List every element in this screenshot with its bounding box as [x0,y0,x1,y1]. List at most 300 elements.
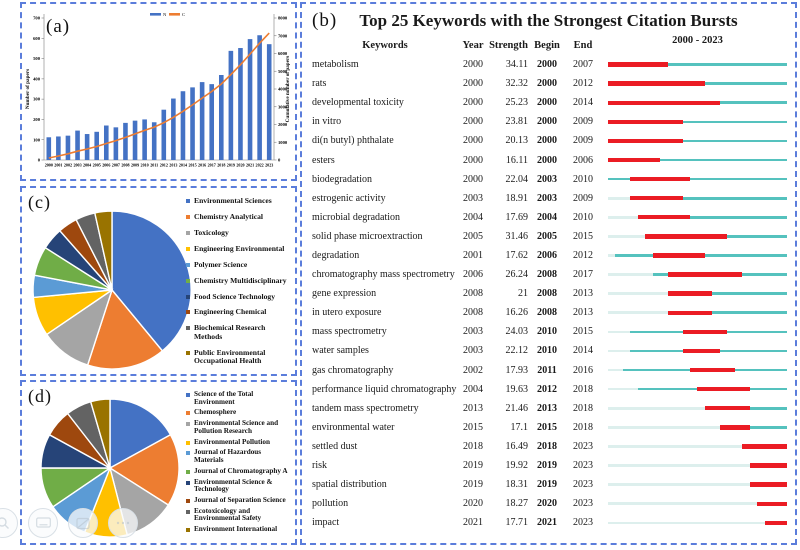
burst-year: 2003 [463,326,483,338]
burst-row [310,341,787,360]
burst-end: 2012 [573,78,593,90]
burst-rows [310,55,787,532]
legend-marker [186,351,190,355]
burst-year: 2018 [463,440,483,452]
burst-row [310,227,787,246]
burst-begin: 2003 [537,173,557,185]
panel-c-subject-pie [20,186,297,376]
legend-item [186,439,290,447]
legend-label: Chemistry Analytical [194,211,263,221]
burst-row [310,361,787,380]
burst-timeline [608,322,787,341]
burst-year: 2019 [463,460,483,472]
burst-begin: 2012 [537,383,557,395]
burst-row [310,284,787,303]
burst-table-title: Top 25 Keywords with the Strongest Citation Bursts [359,11,738,30]
burst-row [310,112,787,131]
legend-item [186,293,290,301]
burst-timeline [608,227,787,246]
legend-item [186,508,290,524]
svg-text:4000: 4000 [278,86,288,92]
burst-row [310,131,787,150]
burst-strength: 18.31 [505,479,528,491]
burst-year: 2000 [463,154,483,166]
legend-item [186,420,290,436]
burst-timeline [608,265,787,284]
burst-row [310,380,787,399]
burst-keyword: metabolism [312,59,359,71]
burst-year: 2003 [463,345,483,357]
svg-text:2008: 2008 [121,162,130,168]
burst-keyword: spatial distribution [312,479,387,491]
burst-timeline [608,55,787,74]
burst-end: 2023 [573,460,593,472]
burst-begin: 2000 [537,78,557,90]
burst-timeline [608,418,787,437]
journals-legend [186,386,292,539]
burst-end: 2017 [573,269,593,281]
burst-begin: 2013 [537,402,557,414]
svg-text:2002: 2002 [63,162,73,168]
burst-keyword: performance liquid chromatography [312,383,457,395]
burst-begin: 2015 [537,421,557,433]
burst-begin: 2000 [537,97,557,109]
burst-strength: 20.13 [505,135,528,147]
burst-row [310,303,787,322]
burst-table-header [310,35,787,55]
burst-end: 2013 [573,307,593,319]
burst-timeline [608,246,787,265]
legend-label: Journal of Chromatography A [194,466,288,475]
burst-keyword: esters [312,154,335,166]
legend-item [186,308,290,316]
burst-row [310,74,787,93]
burst-keyword: environmental water [312,421,395,433]
burst-year: 2020 [463,498,483,510]
burst-end: 2023 [573,517,593,529]
burst-year: 2002 [463,364,483,376]
burst-end: 2018 [573,421,593,433]
svg-text:2018: 2018 [217,162,226,168]
burst-timeline [608,361,787,380]
burst-year: 2005 [463,230,483,242]
burst-year: 2001 [463,249,483,261]
burst-year: 2008 [463,307,483,319]
burst-strength: 17.1 [510,421,528,433]
legend-label: Journal of Separation Science [194,496,286,504]
legend-marker [186,451,190,455]
burst-year: 2000 [463,135,483,147]
svg-text:2023: 2023 [265,162,274,168]
legend-marker [186,326,190,330]
burst-strength: 22.12 [505,345,528,357]
legend-marker [186,481,190,485]
burst-begin: 2000 [537,59,557,71]
burst-timeline [608,475,787,494]
burst-row [310,170,787,189]
svg-text:600: 600 [33,35,40,41]
burst-end: 2023 [573,479,593,491]
burst-begin: 2003 [537,192,557,204]
legend-label: Polymer Science [194,259,248,269]
legend-label: Public Environmental Occupational Health [194,347,266,365]
legend-item [186,479,290,495]
legend-item [186,391,290,407]
keyboard-icon[interactable] [28,508,58,538]
legend-label: Ecotoxicology and Environmental Safety [194,506,262,523]
legend-item [186,497,290,505]
burst-begin: 2004 [537,211,557,223]
burst-timeline [608,189,787,208]
svg-text:N: N [163,12,167,17]
burst-timeline [608,494,787,513]
burst-year: 2000 [463,78,483,90]
burst-begin: 2008 [537,307,557,319]
svg-text:2020: 2020 [236,162,245,168]
burst-end: 2023 [573,498,593,510]
svg-text:2010: 2010 [140,162,149,168]
burst-timeline [608,456,787,475]
burst-end: 2006 [573,154,593,166]
svg-text:3000: 3000 [278,104,288,110]
burst-row [310,150,787,169]
legend-marker [186,393,190,397]
burst-strength: 22.04 [505,173,528,185]
burst-timeline [608,74,787,93]
burst-row [310,208,787,227]
burst-end: 2016 [573,364,593,376]
svg-text:6000: 6000 [278,51,288,57]
burst-keyword: gas chromatography [312,364,394,376]
burst-keyword: in vitro [312,116,342,128]
burst-begin: 2010 [537,326,557,338]
header-begin: Begin [534,39,560,51]
legend-item [186,449,290,465]
burst-strength: 21 [518,288,528,300]
burst-end: 2018 [573,402,593,414]
legend-item [186,197,290,205]
burst-timeline [608,131,787,150]
burst-row [310,418,787,437]
burst-row [310,246,787,265]
svg-text:300: 300 [33,96,40,102]
burst-row [310,494,787,513]
legend-label: Biochemical Research Methods [194,323,266,341]
svg-text:2017: 2017 [207,162,216,168]
burst-end: 2014 [573,345,593,357]
search-icon[interactable] [0,508,18,538]
burst-strength: 18.91 [505,192,528,204]
burst-keyword: degradation [312,249,360,261]
svg-text:0: 0 [37,157,40,163]
burst-timeline [608,341,787,360]
svg-text:2001: 2001 [54,162,63,168]
burst-end: 2014 [573,97,593,109]
burst-row [310,513,787,532]
legend-item [186,349,290,365]
panel-a-label: (a) [46,16,71,37]
burst-strength: 32.32 [505,78,528,90]
more-icon[interactable] [108,508,138,538]
burst-keyword: developmental toxicity [312,97,404,109]
legend-item [186,213,290,221]
header-keywords: Keywords [362,39,408,51]
burst-strength: 21.46 [505,402,528,414]
legend-item [186,229,290,237]
burst-timeline [608,208,787,227]
burst-year: 2006 [463,269,483,281]
burst-keyword: risk [312,460,327,472]
burst-end: 2012 [573,249,593,261]
burst-end: 2013 [573,288,593,300]
svg-text:2005: 2005 [92,162,101,168]
legend-label: Engineering Environmental [194,243,285,253]
legend-item [186,409,290,417]
svg-text:C: C [182,12,186,17]
legend-marker [186,295,190,299]
legend-label: Food Science Technology [194,291,276,301]
burst-strength: 17.69 [505,211,528,223]
burst-begin: 2008 [537,269,557,281]
legend-item [186,468,290,476]
burst-year: 2000 [463,59,483,71]
legend-label: Environmental Science & Technology [194,477,273,494]
svg-text:7000: 7000 [278,33,288,39]
panel-a-trend-chart [20,2,297,181]
svg-text:2016: 2016 [198,162,207,168]
burst-strength: 16.26 [505,307,528,319]
burst-keyword: biodegradation [312,173,372,185]
burst-begin: 2000 [537,116,557,128]
burst-strength: 17.93 [505,364,528,376]
burst-row [310,399,787,418]
burst-strength: 17.62 [505,249,528,261]
burst-keyword: in utero exposure [312,307,382,319]
burst-end: 2010 [573,211,593,223]
burst-timeline [608,513,787,532]
legend-marker [186,470,190,474]
burst-timeline [608,284,787,303]
burst-timeline [608,170,787,189]
burst-timeline [608,93,787,112]
burst-year: 2004 [463,211,483,223]
svg-text:Number of papers: Number of papers [25,68,31,110]
svg-text:2022: 2022 [255,162,264,168]
burst-end: 2009 [573,135,593,147]
legend-label: Environment International [194,525,278,534]
burst-timeline [608,437,787,456]
subject-categories-legend [186,192,292,370]
svg-text:Cumulative number of papers: Cumulative number of papers [285,55,291,123]
burst-row [310,437,787,456]
legend-marker [186,199,190,203]
burst-strength: 25.23 [505,97,528,109]
burst-strength: 19.92 [505,460,528,472]
burst-year: 2019 [463,479,483,491]
burst-strength: 26.24 [505,269,528,281]
svg-text:2015: 2015 [188,162,197,168]
legend-marker [186,510,190,514]
legend-label: Environmental Pollution [194,437,270,446]
burst-end: 2009 [573,116,593,128]
svg-text:2004: 2004 [83,162,92,168]
burst-end: 2018 [573,383,593,395]
burst-row [310,322,787,341]
svg-text:2014: 2014 [178,162,188,168]
panel-c-label: (c) [28,192,51,212]
legend-marker [186,528,190,532]
burst-strength: 16.11 [505,154,528,166]
legend-marker [186,422,190,426]
svg-text:700: 700 [33,15,40,21]
svg-text:2009: 2009 [130,162,140,168]
legend-label: Toxicology [194,227,229,237]
svg-text:2011: 2011 [150,162,159,168]
burst-row [310,55,787,74]
burst-keyword: chromatography mass spectrometry [312,269,455,281]
burst-strength: 31.46 [505,230,528,242]
burst-begin: 2006 [537,249,557,261]
burst-begin: 2011 [537,364,557,376]
legend-label: Environmental Sciences [194,196,272,205]
legend-marker [186,231,190,235]
svg-text:2019: 2019 [226,162,235,168]
svg-text:1000: 1000 [278,139,288,145]
burst-end: 2010 [573,173,593,185]
svg-text:200: 200 [33,117,40,123]
burst-end: 2015 [573,230,593,242]
burst-end: 2009 [573,192,593,204]
burst-keyword: estrogenic activity [312,192,386,204]
svg-text:5000: 5000 [278,68,288,74]
burst-keyword: mass spectrometry [312,326,387,338]
burst-keyword: microbial degradation [312,211,401,223]
burst-strength: 18.27 [505,498,528,510]
burst-begin: 2000 [537,154,557,166]
viewer-toolbar [0,508,138,538]
burst-keyword: settled dust [312,440,358,452]
panel-d-label: (d) [28,386,52,406]
header-year: Year [462,39,484,51]
burst-timeline [608,150,787,169]
legend-label: Chemistry Multidisciplinary [194,275,287,285]
burst-begin: 2008 [537,288,557,300]
burst-year: 2013 [463,402,483,414]
image-hidden-icon[interactable] [68,508,98,538]
legend-label: Science of the Total Environment [194,390,254,406]
burst-keyword: tandem mass spectrometry [312,402,419,414]
burst-begin: 2019 [537,460,557,472]
burst-strength: 17.71 [505,517,528,529]
svg-text:2003: 2003 [73,162,82,168]
burst-year: 2000 [463,116,483,128]
legend-item [186,526,290,534]
burst-keyword: di(n butyl) phthalate [312,135,394,147]
burst-year: 2008 [463,288,483,300]
burst-row [310,189,787,208]
legend-label: Engineering Chemical [194,307,267,317]
svg-text:0: 0 [278,157,281,163]
legend-label: Environmental Science and Pollution Research [194,419,279,435]
svg-text:2012: 2012 [159,162,168,168]
svg-text:8000: 8000 [278,15,288,21]
legend-marker [186,247,190,251]
burst-keyword: water samples [312,345,369,357]
burst-strength: 34.11 [505,59,528,71]
legend-marker [186,499,190,503]
burst-strength: 16.49 [505,440,528,452]
svg-text:2006: 2006 [102,162,111,168]
burst-timeline [608,112,787,131]
burst-begin: 2019 [537,479,557,491]
legend-marker [186,263,190,267]
legend-item [186,261,290,269]
svg-text:2007: 2007 [111,162,120,168]
legend-item [186,324,290,340]
burst-timeline [608,399,787,418]
burst-strength: 24.03 [505,326,528,338]
legend-marker [186,441,190,445]
svg-text:100: 100 [33,137,40,143]
svg-text:2013: 2013 [169,162,178,168]
svg-text:500: 500 [33,56,40,62]
burst-timeline [608,380,787,399]
burst-year: 2003 [463,192,483,204]
burst-year: 2004 [463,383,483,395]
legend-label: Journal of Hazardous Materials [194,448,262,465]
burst-begin: 2018 [537,440,557,452]
burst-year: 2021 [463,517,483,529]
burst-keyword: gene expression [312,288,377,300]
legend-label: Chemosphere [194,408,237,417]
burst-row [310,93,787,112]
burst-end: 2015 [573,326,593,338]
legend-item [186,245,290,253]
svg-text:2000: 2000 [44,162,53,168]
burst-end: 2007 [573,59,593,71]
burst-begin: 2000 [537,135,557,147]
subject-categories-pie [24,190,200,381]
burst-year: 2000 [463,97,483,109]
legend-marker [186,310,190,314]
panel-b-burst-table [300,2,797,545]
burst-keyword: impact [312,517,340,529]
svg-text:2021: 2021 [245,162,255,168]
burst-begin: 2021 [537,517,557,529]
legend-marker [186,215,190,219]
panel-b-label: (b) [312,10,338,31]
burst-timeline [608,303,787,322]
legend-marker [186,411,190,415]
burst-strength: 19.63 [505,383,528,395]
burst-row [310,475,787,494]
burst-keyword: solid phase microextraction [312,230,423,242]
burst-keyword: pollution [312,498,349,510]
burst-end: 2023 [573,440,593,452]
header-range: 2000 - 2023 [672,35,723,46]
burst-begin: 2005 [537,230,557,242]
svg-text:400: 400 [33,76,40,82]
burst-row [310,456,787,475]
burst-keyword: rats [312,78,327,90]
burst-year: 2000 [463,173,483,185]
burst-strength: 23.81 [505,116,528,128]
svg-text:2000: 2000 [278,122,288,128]
burst-begin: 2020 [537,498,557,510]
legend-item [186,277,290,285]
header-end: End [573,39,593,51]
header-strength: Strength [489,39,528,51]
